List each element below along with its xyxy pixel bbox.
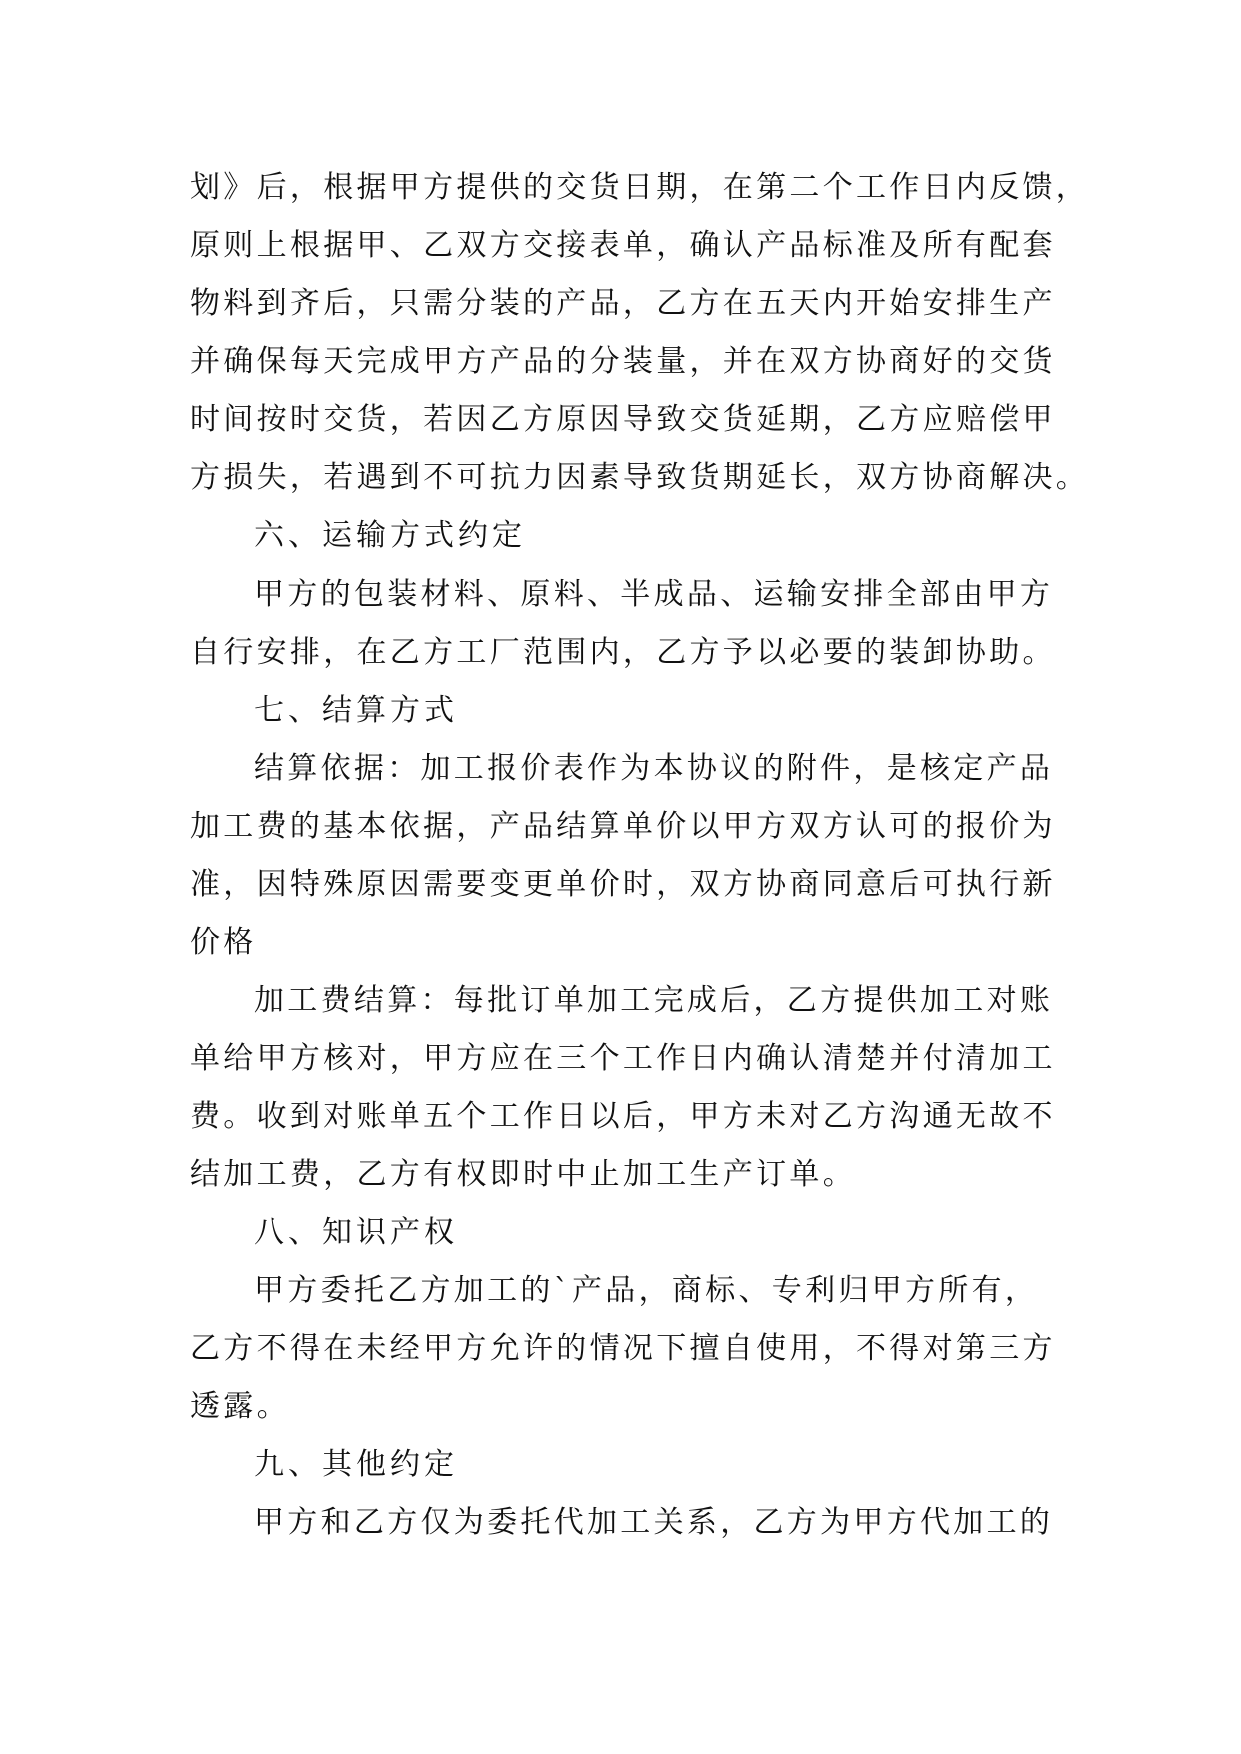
body-text-line: 甲方的包装材料、原料、半成品、运输安排全部由甲方 — [254, 577, 1054, 612]
body-text-line: 结加工费，乙方有权即时中止加工生产订单。 — [190, 1157, 856, 1192]
body-text-line: 原则上根据甲、乙双方交接表单，确认产品标准及所有配套 — [190, 228, 1056, 263]
section-heading-transport: 六、运输方式约定 — [254, 518, 526, 553]
body-text-line: 自行安排，在乙方工厂范围内，乙方予以必要的装卸协助。 — [190, 635, 1056, 670]
body-text-line: 透露。 — [190, 1389, 290, 1424]
body-text-line: 划》后，根据甲方提供的交货日期，在第二个工作日内反馈， — [190, 170, 1090, 205]
body-text-line: 物料到齐后，只需分装的产品，乙方在五天内开始安排生产 — [190, 286, 1056, 321]
body-text-line: 甲方和乙方仅为委托代加工关系，乙方为甲方代加工的 — [254, 1505, 1054, 1540]
body-text-line: 费。收到对账单五个工作日以后，甲方未对乙方沟通无故不 — [190, 1099, 1056, 1134]
body-text-line: 准，因特殊原因需要变更单价时，双方协商同意后可执行新 — [190, 867, 1056, 902]
body-text-line: 加工费结算：每批订单加工完成后，乙方提供加工对账 — [254, 983, 1054, 1018]
body-text-line: 结算依据：加工报价表作为本协议的附件，是核定产品 — [254, 751, 1054, 786]
body-text-line: 甲方委托乙方加工的`产品，商标、专利归甲方所有， — [254, 1273, 1039, 1308]
section-heading-settlement: 七、结算方式 — [254, 693, 458, 728]
body-text-line: 单给甲方核对，甲方应在三个工作日内确认清楚并付清加工 — [190, 1041, 1056, 1076]
section-heading-ip: 八、知识产权 — [254, 1215, 458, 1250]
body-text-line: 时间按时交货，若因乙方原因导致交货延期，乙方应赔偿甲 — [190, 402, 1056, 437]
body-text-line: 价格 — [190, 925, 257, 960]
body-text-line: 加工费的基本依据，产品结算单价以甲方双方认可的报价为 — [190, 809, 1056, 844]
body-text-line: 方损失，若遇到不可抗力因素导致货期延长，双方协商解决。 — [190, 460, 1090, 495]
body-text-line: 乙方不得在未经甲方允许的情况下擅自使用，不得对第三方 — [190, 1331, 1056, 1366]
section-heading-other: 九、其他约定 — [254, 1447, 458, 1482]
body-text-line: 并确保每天完成甲方产品的分装量，并在双方协商好的交货 — [190, 344, 1056, 379]
